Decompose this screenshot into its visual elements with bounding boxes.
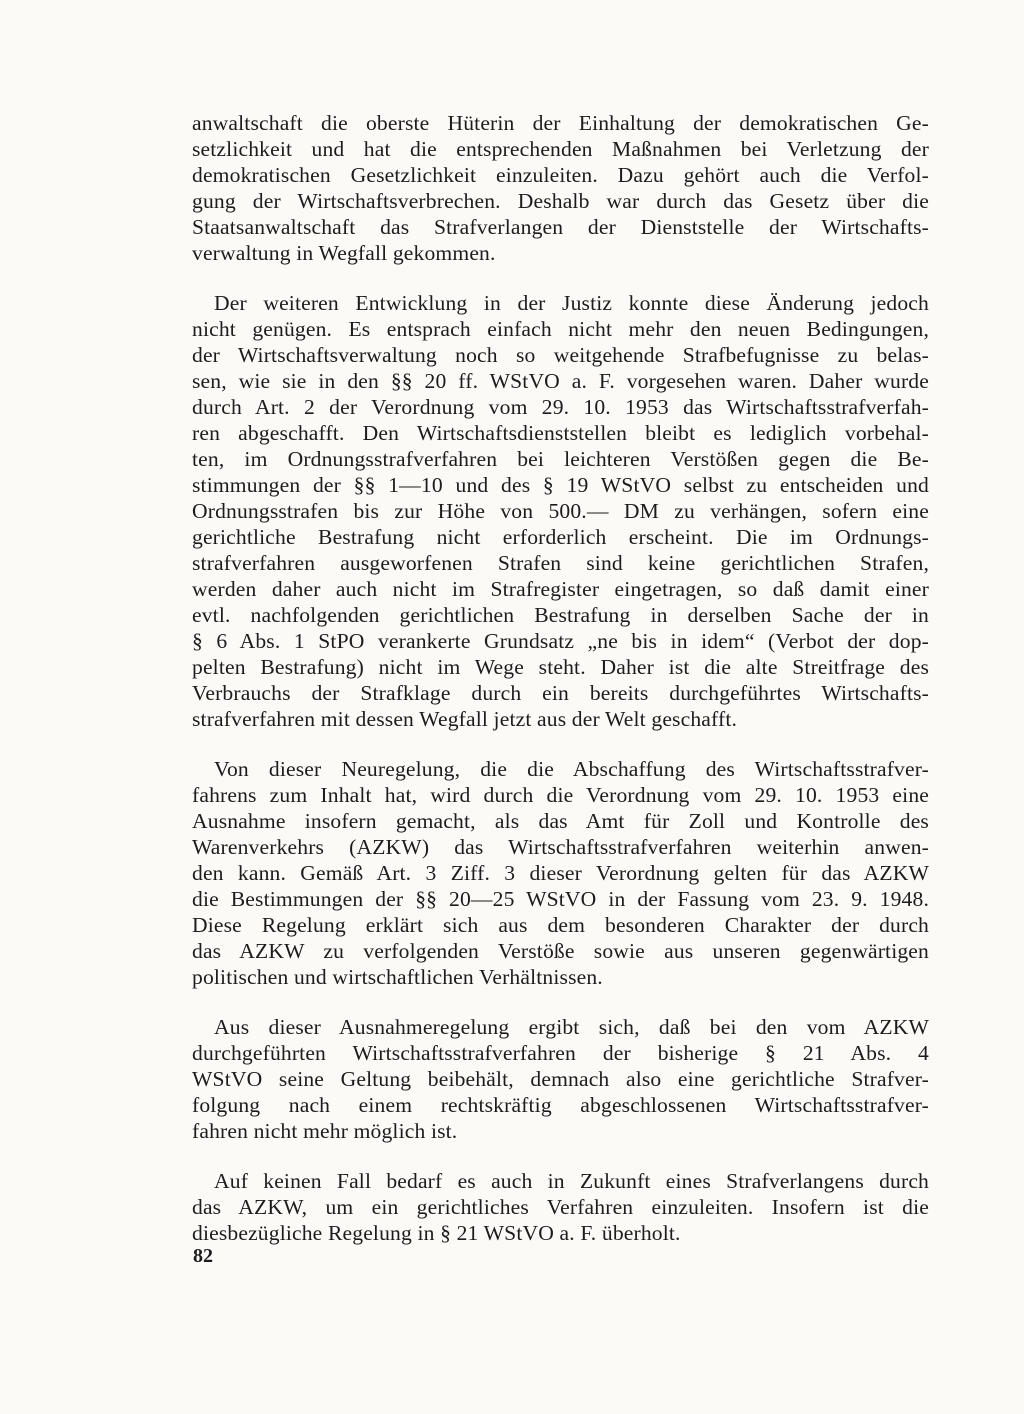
text-line: demokratischen Gesetzlichkeit einzuleiten. Dazu gehört auch die Verfol- bbox=[192, 163, 929, 187]
text-line: Aus dieser Ausnahmeregelung ergibt sich, daß bei den vom AZKW bbox=[214, 1015, 929, 1039]
text-line: gerichtliche Bestrafung nicht erforderlich erscheint. Die im Ordnungs- bbox=[192, 525, 929, 549]
page-number: 82 bbox=[193, 1245, 213, 1267]
paragraph-2 bbox=[192, 290, 929, 732]
text-line: fahren nicht mehr möglich ist. bbox=[192, 1119, 458, 1143]
text-line: ren abgeschafft. Den Wirtschaftsdienststellen bleibt es lediglich vorbehal- bbox=[192, 421, 929, 445]
text-line: sen, wie sie in den §§ 20 ff. WStVO a. F. vorgesehen waren. Daher wurde bbox=[192, 369, 929, 393]
text-line: das AZKW zu verfolgenden Verstöße sowie aus unseren gegenwärtigen bbox=[192, 939, 929, 963]
text-line: Diese Regelung erklärt sich aus dem besonderen Charakter der durch bbox=[192, 913, 929, 937]
text-line: anwaltschaft die oberste Hüterin der Einhaltung der demokratischen Ge- bbox=[192, 111, 929, 135]
text-line: WStVO seine Geltung beibehält, demnach also eine gerichtliche Strafver- bbox=[192, 1067, 929, 1091]
text-line: werden daher auch nicht im Strafregister eingetragen, so daß damit einer bbox=[192, 577, 929, 601]
text-line: nicht genügen. Es entsprach einfach nicht mehr den neuen Bedingungen, bbox=[192, 317, 929, 341]
text-line: strafverfahren ausgeworfenen Strafen sind keine gerichtlichen Strafen, bbox=[192, 551, 929, 575]
text-line: das AZKW, um ein gerichtliches Verfahren einzuleiten. Insofern ist die bbox=[192, 1195, 929, 1219]
paragraph-1 bbox=[192, 110, 929, 266]
paragraph-4 bbox=[192, 1014, 929, 1144]
text-line: stimmungen der §§ 1—10 und des § 19 WStVO selbst zu entscheiden und bbox=[192, 473, 929, 497]
text-line: durchgeführten Wirtschaftsstrafverfahren der bisherige § 21 Abs. 4 bbox=[192, 1041, 929, 1065]
text-line: Ordnungsstrafen bis zur Höhe von 500.— DM zu verhängen, sofern eine bbox=[192, 499, 929, 523]
text-line: Warenverkehrs (AZKW) das Wirtschaftsstrafverfahren weiterhin anwen- bbox=[192, 835, 929, 859]
text-line: politischen und wirtschaftlichen Verhältnissen. bbox=[192, 965, 603, 989]
text-line: setzlichkeit und hat die entsprechenden Maßnahmen bei Verletzung der bbox=[192, 137, 929, 161]
text-line: Ausnahme insofern gemacht, als das Amt für Zoll und Kontrolle des bbox=[192, 809, 929, 833]
text-line: ten, im Ordnungsstrafverfahren bei leichteren Verstößen gegen die Be- bbox=[192, 447, 929, 471]
text-line: den kann. Gemäß Art. 3 Ziff. 3 dieser Verordnung gelten für das AZKW bbox=[192, 861, 929, 885]
text-line: pelten Bestrafung) nicht im Wege steht. Daher ist die alte Streitfrage des bbox=[192, 655, 929, 679]
body-text bbox=[192, 110, 929, 1270]
text-line: Von dieser Neuregelung, die die Abschaffung des Wirtschaftsstrafver- bbox=[214, 757, 929, 781]
text-line: der Wirtschaftsverwaltung noch so weitgehende Strafbefugnisse zu belas- bbox=[192, 343, 929, 367]
text-line: fahrens zum Inhalt hat, wird durch die Verordnung vom 29. 10. 1953 eine bbox=[192, 783, 929, 807]
text-line: durch Art. 2 der Verordnung vom 29. 10. 1953 das Wirtschaftsstrafverfah- bbox=[192, 395, 929, 419]
text-line: Verbrauchs der Strafklage durch ein bereits durchgeführtes Wirtschafts- bbox=[192, 681, 929, 705]
text-line: folgung nach einem rechtskräftig abgeschlossenen Wirtschaftsstrafver- bbox=[192, 1093, 929, 1117]
paragraph-3 bbox=[192, 756, 929, 990]
text-line: die Bestimmungen der §§ 20—25 WStVO in der Fassung vom 23. 9. 1948. bbox=[192, 887, 929, 911]
text-line: gung der Wirtschaftsverbrechen. Deshalb war durch das Gesetz über die bbox=[192, 189, 929, 213]
text-line: strafverfahren mit dessen Wegfall jetzt aus der Welt geschafft. bbox=[192, 707, 738, 731]
text-line: Der weiteren Entwicklung in der Justiz konnte diese Änderung jedoch bbox=[214, 291, 929, 315]
text-line: diesbezügliche Regelung in § 21 WStVO a. F. überholt. bbox=[192, 1221, 681, 1245]
text-line: Auf keinen Fall bedarf es auch in Zukunft eines Strafverlangens durch bbox=[214, 1169, 929, 1193]
text-line: verwaltung in Wegfall gekommen. bbox=[192, 241, 496, 265]
paragraph-5 bbox=[192, 1168, 929, 1246]
text-line: evtl. nachfolgenden gerichtlichen Bestrafung in derselben Sache der in bbox=[192, 603, 929, 627]
text-line: Staatsanwaltschaft das Strafverlangen der Dienststelle der Wirtschafts- bbox=[192, 215, 929, 239]
text-line: § 6 Abs. 1 StPO verankerte Grundsatz „ne bis in idem“ (Verbot der dop- bbox=[192, 629, 929, 653]
